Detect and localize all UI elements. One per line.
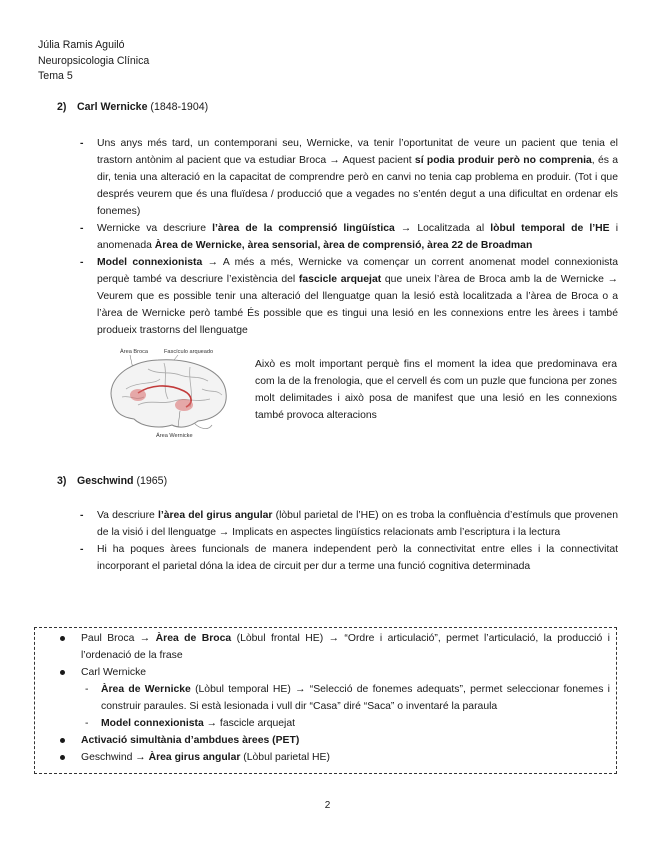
section-2-title: [57, 99, 208, 116]
list-item: - Model connexionista → A més a més, Wernicke va començar un corrent anomenat model connexionista perquè també va descriure l’existència del fascicle arquejat que uneix l’àrea de Broca amb la de Wernicke → Veurem que es possible tenir una alteració del llenguatge quan la lesió està localitzada a l’àrea de Broca o a l’àrea de Wernicke però també És possible que es tingui una lesió en les connexions entre les àrees i també produeix trastorns del llenguatge: [80, 254, 618, 339]
document-header: [38, 38, 149, 85]
summary-item-geschwind: Geschwind → Àrea girus angular (Lòbul parietal HE): [35, 749, 616, 766]
section-2-name: Carl Wernicke: [77, 101, 148, 113]
summary-box: [34, 627, 617, 774]
figure-paragraph: Això es molt important perquè fins el moment la idea que predominava era com la de la frenologia, que el cervell és com un puzle que funciona per zones molt delimitades i això posa de manifest que una lesió en les connexions també provoca alteracions: [255, 359, 617, 421]
section-2-number: 2): [57, 101, 67, 113]
brain-illustration: [98, 345, 240, 440]
section-2-years: (1848-1904): [150, 101, 209, 113]
label-broca: Àrea Broca: [120, 349, 148, 355]
section-3-title: [57, 473, 167, 490]
section-3-list: [80, 507, 618, 575]
label-wernicke: Área Wernicke: [156, 433, 193, 439]
brain-diagram: [98, 345, 240, 440]
summary-item-broca: Paul Broca → Àrea de Broca (Lòbul frontal HE) → “Ordre i articulació”, permet l’articulació, la producció i l’ordenació de la frase: [35, 630, 616, 664]
list-item: - Model connexionista → fascicle arquejat: [81, 715, 610, 732]
summary-item-activation: Activació simultània d’ambdues àrees (PET): [35, 732, 616, 749]
section-2-list: [80, 135, 618, 339]
section-3-number: 3): [57, 475, 67, 487]
author-name: Júlia Ramis Aguiló: [38, 39, 125, 51]
summary-item-wernicke: Carl Wernicke - Àrea de Wernicke (Lòbul temporal HE) → “Selecció de fonemes adequats”, permet seleccionar fonemes i construir paraules. Si està lesionada i vull dir “Casa” diré “Saca” o inventaré la paraula - Model connexionista → fascicle arquejat: [35, 664, 616, 732]
section-3-years: (1965): [136, 475, 168, 487]
wernicke-sublist: [81, 681, 610, 732]
page-number: 2: [324, 800, 331, 811]
list-item: - Va descriure l’àrea del girus angular (lòbul parietal de l’HE) on es troba la confluència d’estímuls que provenen de la visió i del llenguatge → Implicats en aspectes lingüístics relacionats amb l’escriptura i la lectura: [80, 507, 618, 541]
label-fascicle: Fascículo arqueado: [164, 349, 214, 355]
list-item: - Uns anys més tard, un contemporani seu, Wernicke, va tenir l’oportunitat de veure un pacient que tenia el trastorn antònim al pacient que va estudiar Broca → Aquest pacient sí podia produir però no comprenia, és a dir, tenia una alteració en la capacitat de comprendre però en canvi no tenia cap problema en produir. (Tot i que després veurem que és una fluïdesa / producció que a vegades no s’entén degut a una dificultat en ordenar els fonemes): [80, 135, 618, 220]
list-item: - Wernicke va descriure l’àrea de la comprensió lingüística → Localitzada al lòbul temporal de l’HE i anomenada Àrea de Wernicke, àrea sensorial, àrea de comprensió, àrea 22 de Broadman: [80, 220, 618, 254]
list-item: - Àrea de Wernicke (Lòbul temporal HE) → “Selecció de fonemes adequats”, permet seleccionar fonemes i construir paraules. Si està lesionada i vull dir “Casa” diré “Saca” o inventaré la paraula: [81, 681, 610, 715]
section-3-name: Geschwind: [77, 475, 134, 487]
course-name: Neuropsicologia Clínica: [38, 54, 150, 67]
topic-name: Tema 5: [38, 70, 73, 82]
list-item: - Hi ha poques àrees funcionals de manera independent però la connectivitat entre elles i la connectivitat incorporant el parietal dóna la idea de circuit per dur a terme una funció cognitiva determinada: [80, 541, 618, 575]
summary-list: [35, 630, 616, 766]
